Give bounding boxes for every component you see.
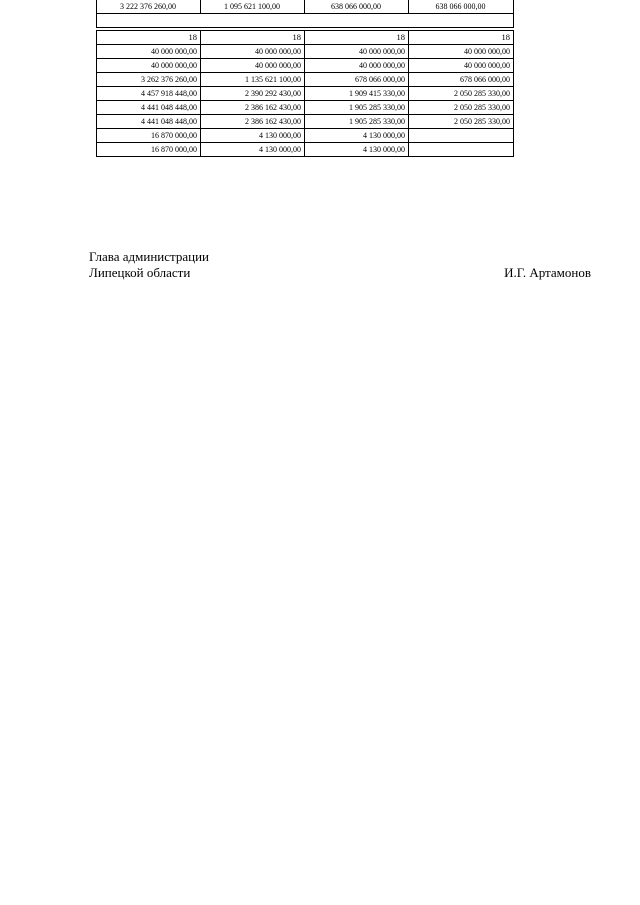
table-row-column-numbers <box>97 31 514 45</box>
table-cell: 40 000 000,00 <box>97 59 201 73</box>
signatory-name: И.Г. Артамонов <box>504 265 591 280</box>
table-row-empty <box>97 14 514 28</box>
table-row <box>97 73 514 87</box>
column-number-cell: 18 <box>305 31 409 45</box>
table-cell: 16 870 000,00 <box>97 129 201 143</box>
table-cell: 1 909 415 330,00 <box>305 87 409 101</box>
table-cell: 2 050 285 330,00 <box>409 87 514 101</box>
column-number-cell: 18 <box>97 31 201 45</box>
table-cell: 4 130 000,00 <box>305 129 409 143</box>
table-cell: 678 066 000,00 <box>409 73 514 87</box>
table-cell: 4 130 000,00 <box>201 129 305 143</box>
table-cell <box>409 143 514 157</box>
table-row <box>97 143 514 157</box>
table-cell: 4 130 000,00 <box>201 143 305 157</box>
column-number-cell: 18 <box>409 31 514 45</box>
table-cell: 638 066 000,00 <box>409 0 514 14</box>
budget-table-container <box>96 0 513 157</box>
official-title: Глава администрации <box>89 249 210 264</box>
table-cell: 4 441 048 448,00 <box>97 101 201 115</box>
signature-title-line-1 <box>89 249 591 265</box>
table-cell: 40 000 000,00 <box>97 45 201 59</box>
table-cell: 2 386 162 430,00 <box>201 115 305 129</box>
table-cell: 1 905 285 330,00 <box>305 115 409 129</box>
table-cell: 4 441 048 448,00 <box>97 115 201 129</box>
table-cell: 40 000 000,00 <box>305 45 409 59</box>
table-cell: 40 000 000,00 <box>409 45 514 59</box>
table-cell: 2 386 162 430,00 <box>201 101 305 115</box>
table-cell: 40 000 000,00 <box>201 45 305 59</box>
table-cell: 2 390 292 430,00 <box>201 87 305 101</box>
signature-title-line-2 <box>89 265 591 281</box>
table-cell: 3 262 376 260,00 <box>97 73 201 87</box>
table-cell: 1 905 285 330,00 <box>305 101 409 115</box>
table-row-top-totals <box>97 0 514 14</box>
table-row <box>97 59 514 73</box>
table-cell <box>409 129 514 143</box>
table-cell: 1 135 621 100,00 <box>201 73 305 87</box>
table-row <box>97 115 514 129</box>
region-name: Липецкой области <box>89 265 191 280</box>
table-cell: 40 000 000,00 <box>409 59 514 73</box>
table-cell: 678 066 000,00 <box>305 73 409 87</box>
table-cell: 3 222 376 260,00 <box>97 0 201 14</box>
budget-table <box>96 0 514 157</box>
table-cell: 638 066 000,00 <box>305 0 409 14</box>
table-cell: 4 130 000,00 <box>305 143 409 157</box>
table-row <box>97 87 514 101</box>
table-cell: 4 457 918 448,00 <box>97 87 201 101</box>
column-number-cell: 18 <box>201 31 305 45</box>
table-cell: 40 000 000,00 <box>201 59 305 73</box>
signature-block <box>89 249 591 281</box>
table-cell: 16 870 000,00 <box>97 143 201 157</box>
table-cell: 2 050 285 330,00 <box>409 101 514 115</box>
table-cell: 1 095 621 100,00 <box>201 0 305 14</box>
table-cell-empty <box>97 14 514 28</box>
table-row <box>97 45 514 59</box>
table-row <box>97 129 514 143</box>
table-row <box>97 101 514 115</box>
table-cell: 40 000 000,00 <box>305 59 409 73</box>
table-cell: 2 050 285 330,00 <box>409 115 514 129</box>
